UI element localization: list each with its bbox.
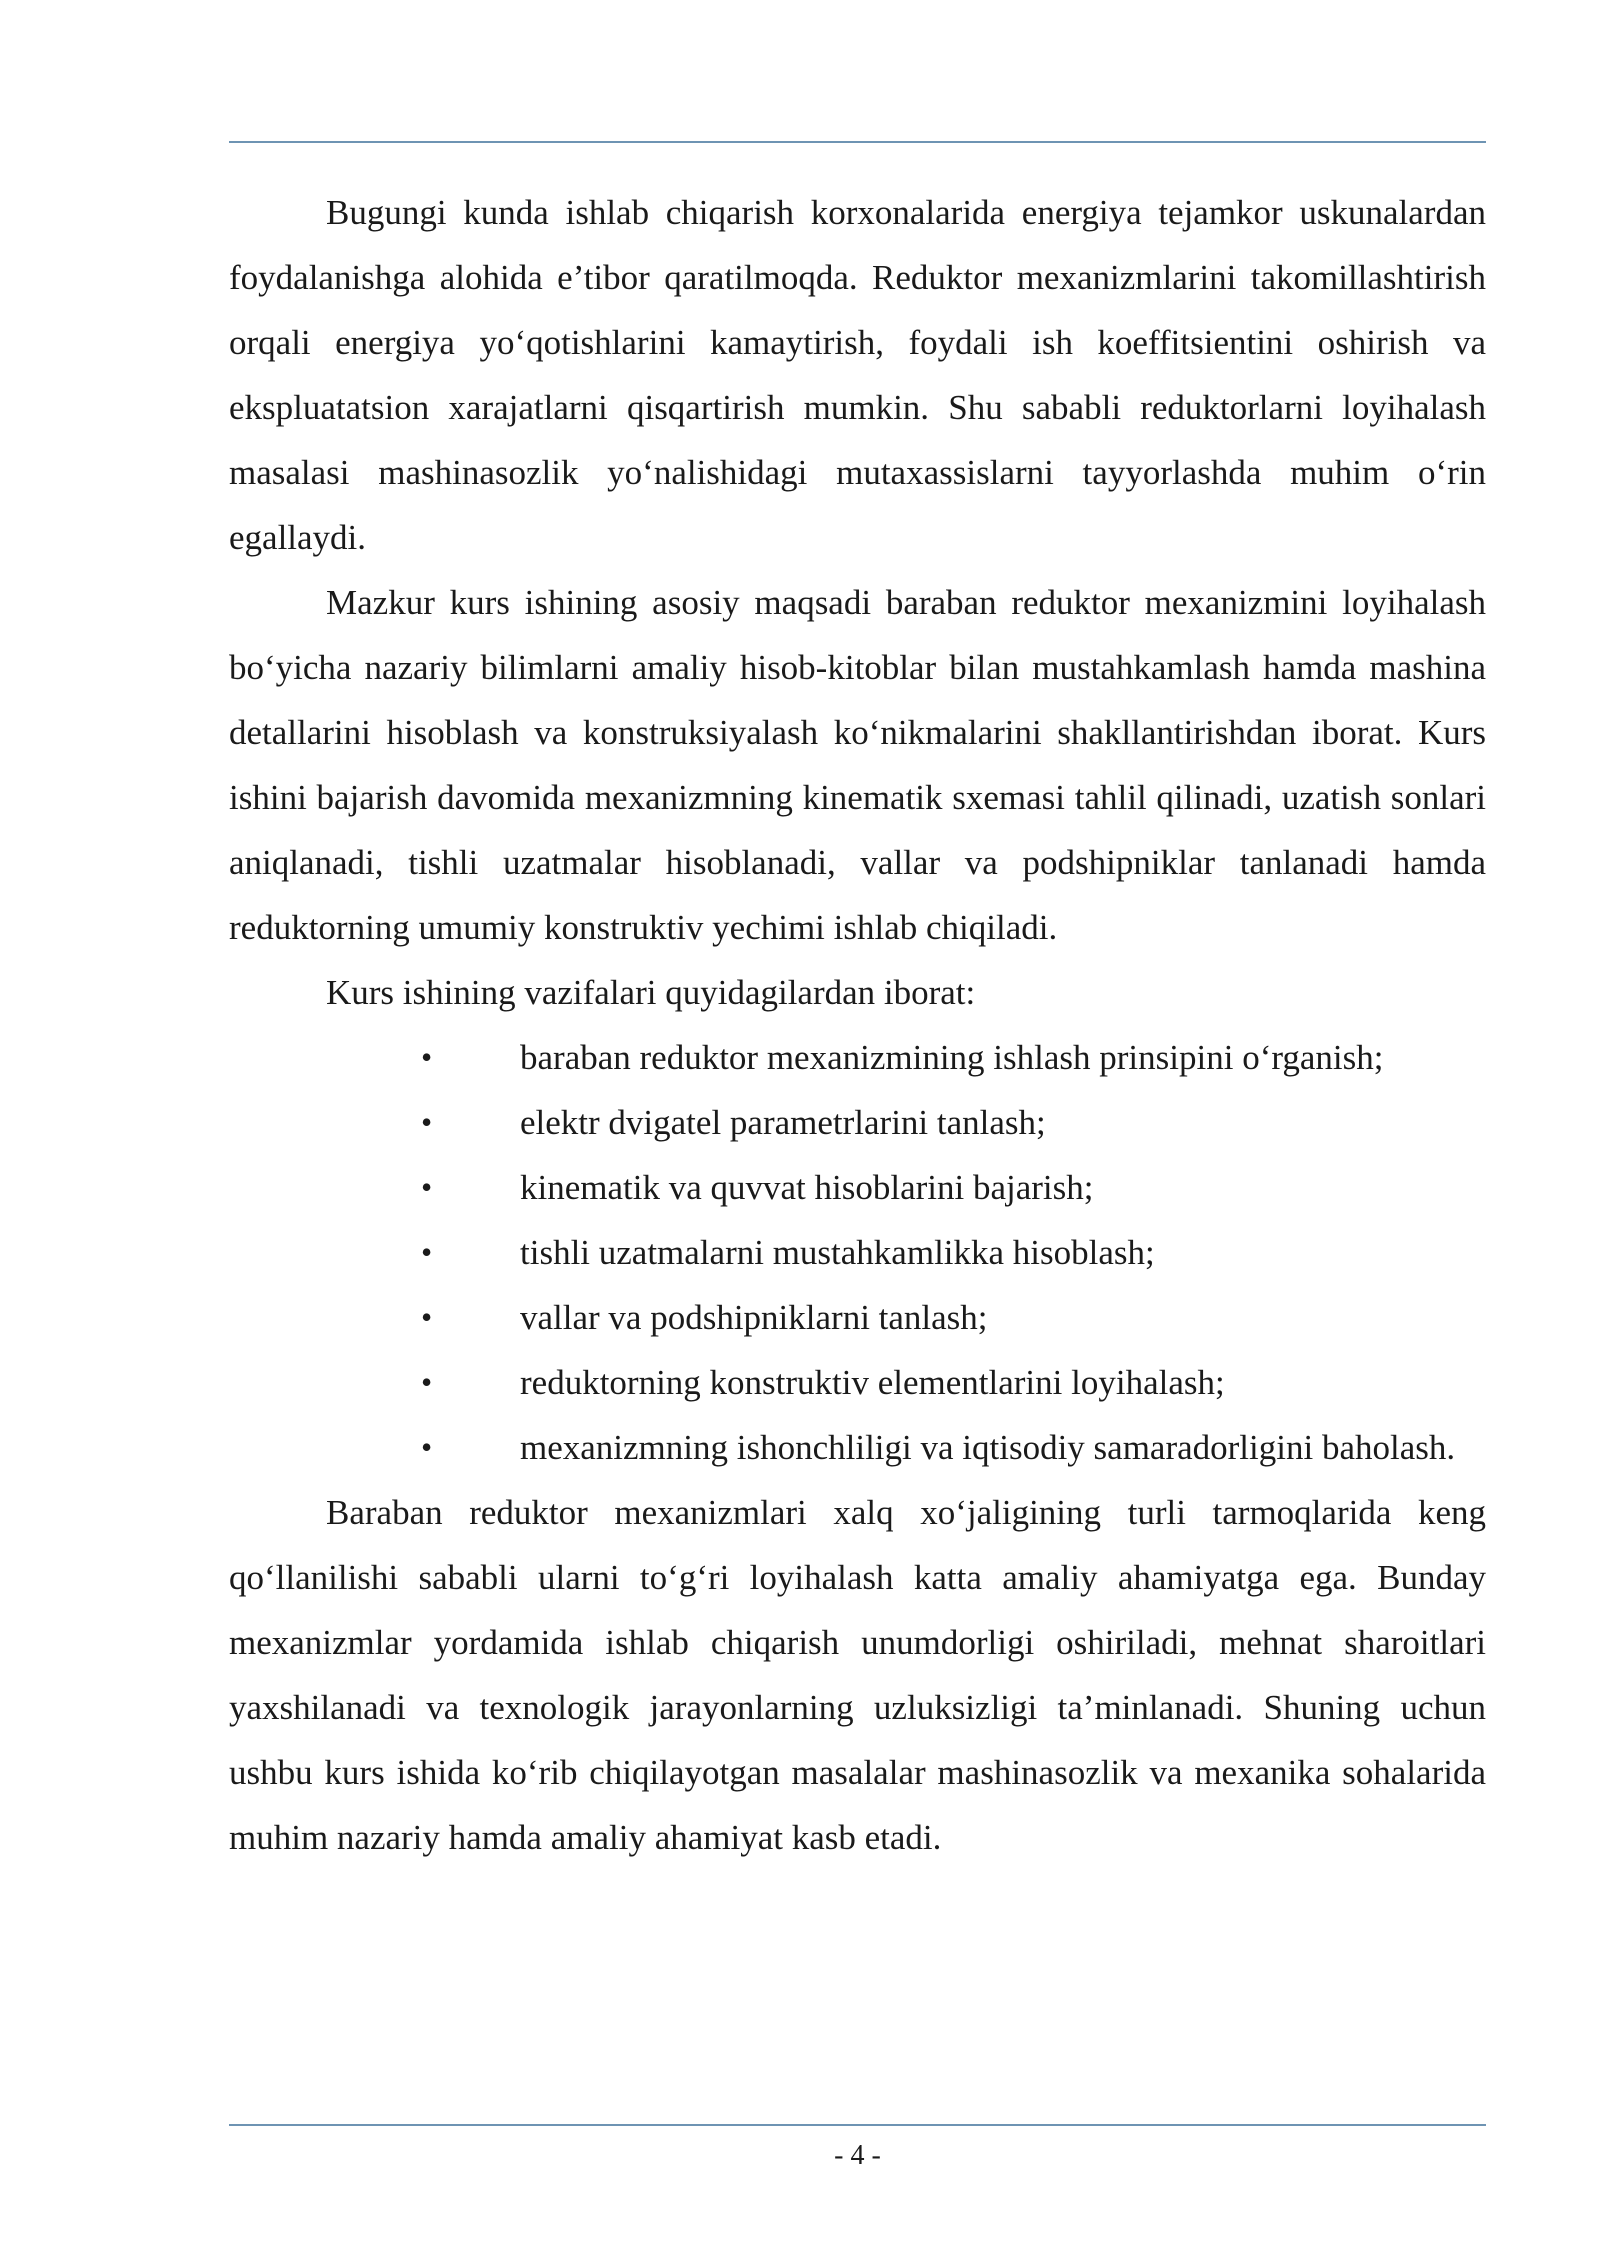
bullet-icon: • [421,1429,433,1465]
bullet-icon: • [421,1039,433,1075]
list-item-text: vallar va podshipniklarni tanlash; [520,1298,988,1337]
list-item-text: tishli uzatmalarni mustahkamlikka hisoblash; [520,1233,1155,1272]
list-item [229,1090,1486,1155]
list-item-text: baraban reduktor mexanizmining ishlash prinsipini o‘rganish; [520,1038,1384,1077]
bullet-icon: • [421,1299,433,1335]
list-item [229,1025,1486,1090]
paragraph-intro: Bugungi kunda ishlab chiqarish korxonalarida energiya tejamkor uskunalardan foydalanishga alohida e’tibor qaratilmoqda. Reduktor mexanizmlarini takomillashtirish orqali energiya yo‘qotishlarini kamaytirish, foydali ish koeffitsientini oshirish va ekspluatatsion xarajatlarni qisqartirish mumkin. Shu sababli reduktorlarni loyihalash masalasi mashinasozlik yo‘nalishidagi mutaxassislarni tayyorlashda muhim o‘rin egallaydi. [229,193,1486,557]
list-item-text: kinematik va quvvat hisoblarini bajarish; [520,1168,1094,1207]
list-item [229,1415,1486,1480]
list-item-text: reduktorning konstruktiv elementlarini loyihalash; [520,1363,1225,1402]
list-item-text: mexanizmning ishonchliligi va iqtisodiy samaradorligini baholash. [520,1428,1456,1467]
footer-rule [229,2124,1486,2126]
tasks-list [229,1025,1486,1480]
page-body [229,180,1486,1870]
list-item-text: elektr dvigatel parametrlarini tanlash; [520,1103,1046,1142]
header-rule [229,141,1486,143]
paragraph-goal: Mazkur kurs ishining asosiy maqsadi baraban reduktor mexanizmini loyihalash bo‘yicha nazariy bilimlarni amaliy hisob-kitoblar bilan mustahkamlash hamda mashina detallarini hisoblash va konstruksiyalash ko‘nikmalarini shakllantirishdan iborat. Kurs ishini bajarish davomida mexanizmning kinematik sxemasi tahlil qilinadi, uzatish sonlari aniqlanadi, tishli uzatmalar hisoblanadi, vallar va podshipniklar tanlanadi hamda reduktorning umumiy konstruktiv yechimi ishlab chiqiladi. [229,583,1486,947]
page-number: - 4 - [834,2140,881,2171]
list-item [229,1155,1486,1220]
paragraph-significance: Baraban reduktor mexanizmlari xalq xo‘jaligining turli tarmoqlarida keng qo‘llanilishi sababli ularni to‘g‘ri loyihalash katta amaliy ahamiyatga ega. Bunday mexanizmlar yordamida ishlab chiqarish unumdorligi oshiriladi, mehnat sharoitlari yaxshilanadi va texnologik jarayonlarning uzluksizligi ta’minlanadi. Shuning uchun ushbu kurs ishida ko‘rib chiqilayotgan masalalar mashinasozlik va mexanika sohalarida muhim nazariy hamda amaliy ahamiyat kasb etadi. [229,1493,1486,1857]
list-item [229,1220,1486,1285]
bullet-icon: • [421,1169,433,1205]
list-item [229,1350,1486,1415]
bullet-icon: • [421,1364,433,1400]
bullet-icon: • [421,1104,433,1140]
list-item [229,1285,1486,1350]
paragraph-tasks-intro: Kurs ishining vazifalari quyidagilardan iborat: [326,973,976,1012]
bullet-icon: • [421,1234,433,1270]
